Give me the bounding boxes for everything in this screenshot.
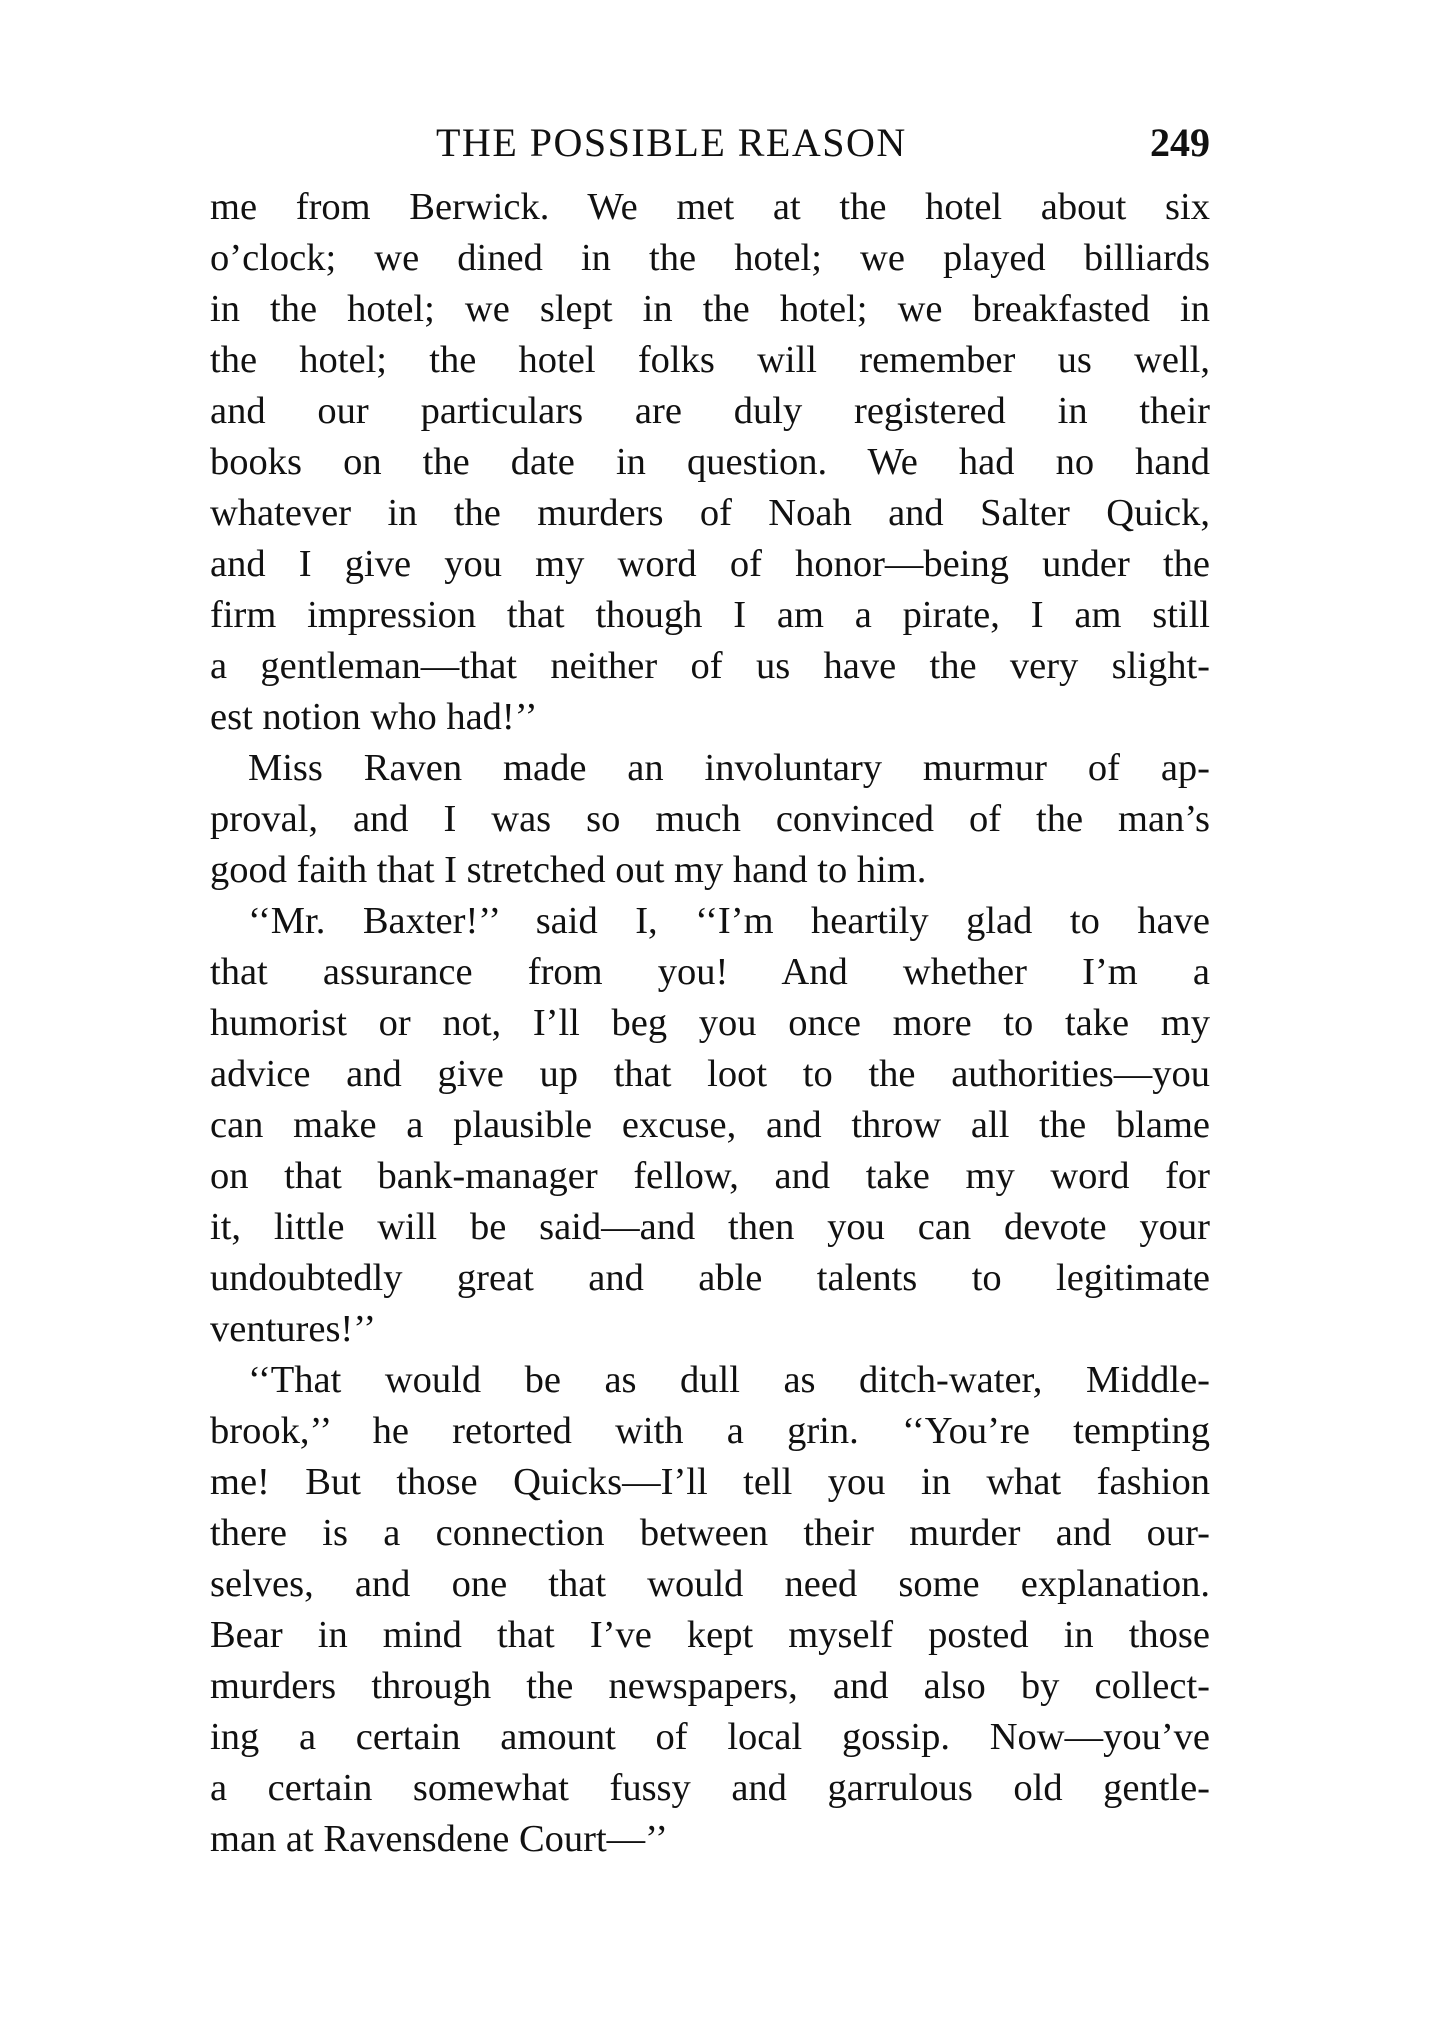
text-line: me from Berwick. We met at the hotel about six [210,186,1210,228]
text-line: in the hotel; we slept in the hotel; we breakfasted in [210,288,1210,330]
text-line: brook,’’ he retorted with a grin. ‘‘You’re tempting [210,1410,1210,1452]
text-line: and I give you my word of honor—being under the [210,543,1210,585]
text-line: it, little will be said—and then you can devote your [210,1206,1210,1248]
text-line: proval, and I was so much convinced of the man’s [210,798,1210,840]
text-line: humorist or not, I’ll beg you once more to take my [210,1002,1210,1044]
text-line: Bear in mind that I’ve kept myself posted in those [210,1614,1210,1656]
running-title: THE POSSIBLE REASON [436,120,907,165]
text-line: advice and give up that loot to the authorities—you [210,1053,1210,1095]
page-header [210,118,1210,168]
text-line: me! But those Quicks—I’ll tell you in what fashion [210,1461,1210,1503]
text-line: that assurance from you! And whether I’m a [210,951,1210,993]
text-line: o’clock; we dined in the hotel; we played billiards [210,237,1210,279]
text-line: a gentleman—that neither of us have the very slight- [210,645,1210,687]
text-line: can make a plausible excuse, and throw all the blame [210,1104,1210,1146]
text-line: man at Ravensdene Court—’’ [210,1818,668,1860]
text-line: and our particulars are duly registered in their [210,390,1210,432]
paragraph-first-line: ‘‘That would be as dull as ditch-water, Middle- [248,1359,1210,1401]
text-line: murders through the newspapers, and also by collect- [210,1665,1210,1707]
text-line: good faith that I stretched out my hand to him. [210,849,927,891]
text-line: books on the date in question. We had no hand [210,441,1210,483]
text-line: the hotel; the hotel folks will remember us well, [210,339,1210,381]
text-line: selves, and one that would need some explanation. [210,1563,1210,1605]
text-line: whatever in the murders of Noah and Salter Quick, [210,492,1210,534]
text-line: firm impression that though I am a pirate, I am still [210,594,1210,636]
text-line: on that bank-manager fellow, and take my word for [210,1155,1210,1197]
text-line: undoubtedly great and able talents to legitimate [210,1257,1210,1299]
paragraph-first-line: ‘‘Mr. Baxter!’’ said I, ‘‘I’m heartily glad to have [248,900,1210,942]
text-line: ing a certain amount of local gossip. Now—you’ve [210,1716,1210,1758]
text-line: est notion who had!’’ [210,696,538,738]
paragraph-first-line: Miss Raven made an involuntary murmur of ap- [248,747,1210,789]
body-text [210,182,1210,1865]
text-line: ventures!’’ [210,1308,377,1350]
text-line: a certain somewhat fussy and garrulous old gentle- [210,1767,1210,1809]
page-number: 249 [1150,120,1210,165]
text-line: there is a connection between their murder and our- [210,1512,1210,1554]
